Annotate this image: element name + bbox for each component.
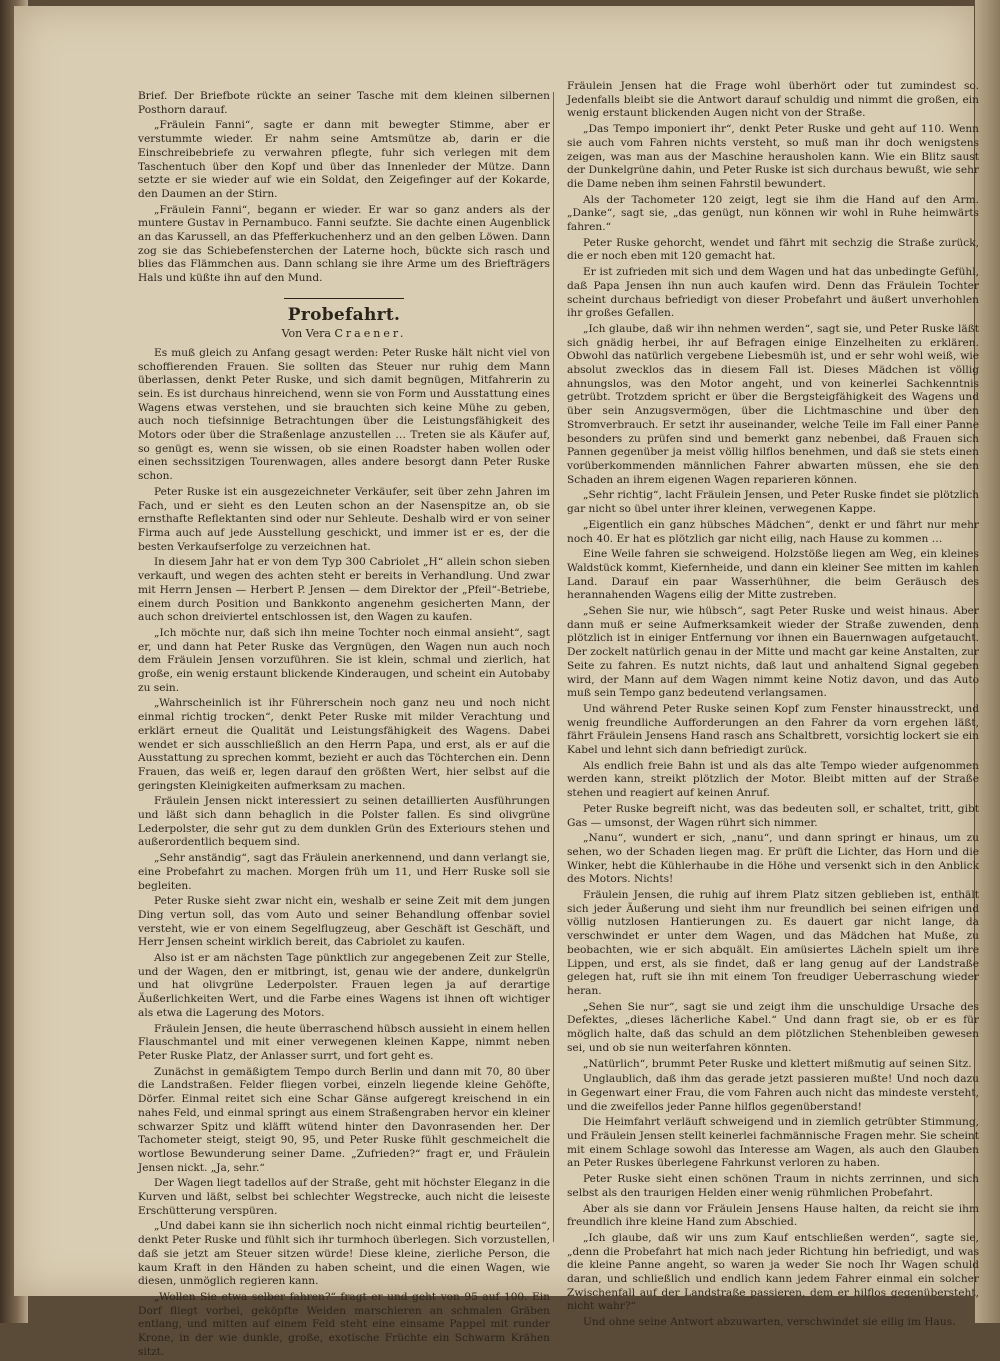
story-paragraph: „Ich möchte nur, daß sich ihn meine Tochter noch einmal ansieht“, sagt er, und dann hat Peter Ruske das Vergnügen, den Wagen nun auch noch dem Fräulein Jensen vorzuführen. Sie ist klein, schmal und zierlich, hat große, ein wenig erstaunt blickende Kinderaugen, und scheint ein Autobaby zu sein.	[138, 626, 550, 694]
story-paragraph: Es muß gleich zu Anfang gesagt werden: Peter Ruske hält nicht viel von schoffierenden Frauen. Sie sollten das Steuer nur ruhig dem Mann überlassen, denkt Peter Ruske, und sich damit begnügen, Mitfahrerin zu sein. Es ist durchaus hinreichend, wenn sie von Form und Ausstattung eines Wagens etwas verstehen, und sie brauchten sich keine Mühe zu geben, auch noch tiefsinnige Betrachtungen über die Leistungsfähigkeit des Motors oder über die Straßenlage anzustellen … Treten sie als Käufer auf, so genügt es, wenn sie wissen, ob sie einen Roadster haben wollen oder einen sechssitzigen Tourenwagen, alles andere besorgt dann Peter Ruske schon.	[138, 346, 550, 483]
previous-story-ending	[138, 90, 550, 286]
story-paragraph: Also ist er am nächsten Tage pünktlich zur angegebenen Zeit zur Stelle, und der Wagen, den er mitbringt, ist, genau wie der andere, dunkelgrün und hat olivgrüne Lederpolster. Frauen legen ja auf derartige Äußerlichkeiten Wert, und die Farbe eines Wagens ist ihnen oft wichtiger als etwa die Lagerung des Motors.	[138, 952, 550, 1019]
story-paragraph: „Ich glaube, daß wir uns zum Kauf entschließen werden“, sagte sie, „denn die Probefahrt hat mich nach jeder Richtung hin befriedigt, und was die kleine Panne angeht, so waren ja weder Sie noch Ihr Wagen schuld daran, und schließlich und endlich kann jedem Fahrer einmal ein solcher Zwischenfall auf der Landstraße passieren, dem er hilflos gegenübersteht, nicht wahr?“	[567, 1231, 979, 1313]
story-paragraph: „Und dabei kann sie ihn sicherlich noch nicht einmal richtig beurteilen“, denkt Peter Ruske und fühlt sich ihr turmhoch überlegen. Sich vorzustellen, daß sie jetzt am Steuer sitzen würde! Diese kleine, zierliche Person, die kaum Kraft in den Händen zu haben scheint, und die einen Wagen, wie diesen, unmöglich regieren kann.	[138, 1220, 550, 1288]
story-paragraph: Fräulein Jensen nickt interessiert zu seinen detaillierten Ausführungen und läßt sich dann behaglich in die Polster fallen. Es sind olivgrüne Lederpolster, die sehr gut zu dem dunklen Grün des Exteriours stehen und außerordentlich bequem sind.	[138, 795, 550, 849]
story-paragraph: Peter Ruske sieht einen schönen Traum in nichts zerrinnen, und sich selbst als den traurigen Helden einer wenig rühmlichen Probefahrt.	[567, 1173, 979, 1199]
story-paragraph: „Sehen Sie nur, wie hübsch“, sagt Peter Ruske und weist hinaus. Aber dann muß er seine Aufmerksamkeit wieder der Straße zuwenden, denn plötzlich ist in einiger Entfernung vor ihnen ein Bauernwagen aufgetaucht. Der zockelt natürlich genau in der Mitte und macht gar keine Anstalten, zur Seite zu fahren. Es nutzt nichts, daß laut und anhaltend Signal gegeben wird, der Mann auf dem Wagen nimmt keine Notiz davon, und das Auto muß sein Tempo ganz bedeutend verlangsamen.	[567, 605, 979, 700]
story-paragraph: Aber als sie dann vor Fräulein Jensens Hause halten, da reicht sie ihm freundlich ihre kleine Hand zum Abschied.	[567, 1202, 979, 1229]
story-paragraph: Der Wagen liegt tadellos auf der Straße, geht mit höchster Eleganz in die Kurven und läßt, selbst bei schlechter Wegstrecke, auch nicht die leiseste Erschütterung verspüren.	[138, 1177, 550, 1217]
author-line	[138, 327, 550, 341]
story-title: Probefahrt.	[287, 304, 401, 325]
intro-paragraph: Brief. Der Briefbote rückte an seiner Tasche mit dem kleinen silbernen Posthorn darauf.	[138, 90, 550, 116]
story-paragraph: Und ohne seine Antwort abzuwarten, verschwindet sie eilig im Haus.	[583, 1316, 956, 1329]
story-paragraph: Eine Weile fahren sie schweigend. Holzstöße liegen am Weg, ein kleines Waldstück kommt, Kiefernheide, und dann ein kleiner See mitten im kahlen Land. Darauf ein paar Wasserhühner, die beim Geräusch des herannahenden Wagens eilig der Mitte zustreben.	[567, 548, 979, 602]
story-paragraph: „Sehen Sie nur“, sagt sie und zeigt ihm die unschuldige Ursache des Defektes, „dieses lächerliche Kabel.“ Und dann fragt sie, ob er es für möglich halte, daß das schuld an dem plötzlichen Stehenbleiben gewesen sei, und ob sie nun weiterfahren könnten.	[567, 1000, 979, 1054]
story-paragraph: Die Heimfahrt verläuft schweigend und in ziemlich getrübter Stimmung, und Fräulein Jensen stellt keinerlei fachmännische Fragen mehr. Sie scheint mit einem Schlage sowohl das Interesse am Wagen, als auch den Glauben an Peter Ruskes überlegene Fahrkunst verloren zu haben.	[567, 1116, 980, 1170]
story-paragraph: Als der Tachometer 120 zeigt, legt sie ihm die Hand auf den Arm. „Danke“, sagt sie, „das genügt, nun können wir wohl in Ruhe heimwärts fahren.“	[567, 193, 979, 234]
story-paragraph: Fräulein Jensen hat die Frage wohl überhört oder tut zumindest so. Jedenfalls bleibt sie die Antwort darauf schuldig und nimmt die großen, ein wenig erstaunt blickenden Augen nicht von der Straße.	[567, 80, 979, 120]
right-column	[567, 80, 979, 1332]
story-paragraph: Fräulein Jensen, die heute überraschend hübsch aussieht in einem hellen Flauschmantel und mit einer verwegenen kleinen Kappe, nimmt neben Peter Ruske Platz, der Anlasser surrt, und fort geht es.	[138, 1022, 550, 1062]
author-name: Craener.	[334, 326, 407, 340]
story-paragraph: „Nanu“, wundert er sich, „nanu“, und dann springt er hinaus, um zu sehen, wo der Schaden liegen mag. Er prüft die Lichter, das Horn und die Winker, hebt die Kühlerhaube in die Höhe und versenkt sich in den Anblick des Motors. Nichts!	[567, 832, 979, 886]
story-paragraph: Als endlich freie Bahn ist und als das alte Tempo wieder aufgenommen werden kann, streikt plötzlich der Motor. Bleibt mitten auf der Straße stehen und reagiert auf keinen Anruf.	[567, 759, 979, 800]
story-paragraph: Fräulein Jensen, die ruhig auf ihrem Platz sitzen geblieben ist, enthält sich jeder Äußerung und sieht ihm nur freundlich bei seinen eifrigen und völlig nutzlosen Hantierungen zu. Es dauert gar nicht lange, da verschwindet er unter dem Wagen, und das Mädchen hat Muße, zu beobachten, wie er sich abquält. Ein amüsiertes Lächeln spielt um ihre Lippen, und erst, als sie findet, daß er lang genug auf der Landstraße gelegen hat, ruft sie ihn mit einem Ton freudiger Ueberraschung wieder heran.	[567, 889, 979, 997]
story-paragraph: Zunächst in gemäßigtem Tempo durch Berlin und dann mit 70, 80 über die Landstraßen. Felder fliegen vorbei, einzeln liegende kleine Gehöfte, Dörfer. Einmal reitet sich eine Schar Gänse aufgeregt kreischend in ein nahes Feld, und einmal springt aus einem Straßengraben hervor ein kleiner schwarzer Spitz und kläfft wütend hinter den Davonrasenden her. Der Tachometer steigt, steigt 90, 95, und Peter Ruske fühlt geschmeichelt die wortlose Bewunderung seiner Dame. „Zufrieden?“ fragt er, und Fräulein Jensen nickt. „Ja, sehr.“	[138, 1065, 550, 1174]
story-paragraph: „Sehr anständig“, sagt das Fräulein anerkennend, und dann verlangt sie, eine Probefahrt zu machen. Morgen früh um 11, und Herr Ruske soll sie begleiten.	[138, 852, 550, 892]
left-column	[138, 90, 550, 1361]
story-paragraph: Peter Ruske sieht zwar nicht ein, weshalb er seine Zeit mit dem jungen Ding vertun soll, das vom Auto und seiner Behandlung offenbar soviel versteht, wie er von einem Segelflugzeug, aber Geschäft ist Geschäft, und Herr Jensen scheint wirklich bereit, das Cabriolet zu kaufen.	[138, 895, 550, 949]
intro-paragraph: „Fräulein Fanni“, begann er wieder. Er war so ganz anders als der muntere Gustav in Pernambuco. Fanni seufzte. Sie dachte einen Augenblick an das Karussell, an das Pfefferkuchenherz und an den gelben Löwen. Dann zog sie das Schiebefensterchen der Laterne hoch, bückte sich rasch und blies das Flämmchen aus. Dann schlang sie ihre Arme um des Briefträgers Hals und küßte ihn auf den Mund.	[138, 203, 550, 285]
story-divider	[284, 298, 404, 299]
story-paragraph: Peter Ruske gehorcht, wendet und fährt mit sechzig die Straße zurück, die er noch eben mit 120 gemacht hat.	[567, 236, 979, 263]
story-paragraph: Peter Ruske begreift nicht, was das bedeuten soll, er schaltet, tritt, gibt Gas — umsonst, der Wagen rührt sich nimmer.	[567, 802, 979, 829]
story-paragraph: Und während Peter Ruske seinen Kopf zum Fenster hinausstreckt, und wenig freundliche Aufforderungen an den Fahrer da vorn ergehen läßt, fährt Fräulein Jensens Hand rasch ans Schaltbrett, vorsichtig lockert sie ein Kabel und lehnt sich dann befriedigt zurück.	[567, 702, 979, 757]
story-paragraph: „Sehr richtig“, lacht Fräulein Jensen, und Peter Ruske findet sie plötzlich gar nicht so übel unter ihrer kleinen, verwegenen Kappe.	[567, 489, 979, 516]
story-paragraph: „Wollen Sie etwa selber fahren?“ fragt er und geht von 95 auf 100. Ein Dorf fliegt vorbei, geköpfte Weiden marschieren an schmalen Gräben entlang, und mitten auf einem Feld steht eine einsame Pappel mit runder Krone, in der wie dunkle, große, exotische Früchte ein Schwarm Krähen sitzt.	[138, 1290, 550, 1358]
story-body-left	[138, 347, 550, 1360]
story-paragraph: In diesem Jahr hat er von dem Typ 300 Cabriolet „H“ allein schon sieben verkauft, und wegen des achten steht er bereits in Verhandlung. Und zwar mit Herrn Jensen — Herbert P. Jensen — dem Direktor der „Pfeil“-Betriebe, einem durch Position und Bankkonto angenehm gesicherten Mann, der auch schon dreiviertel entschlossen ist, den Wagen zu kaufen.	[138, 556, 550, 624]
story-paragraph: „Das Tempo imponiert ihr“, denkt Peter Ruske und geht auf 110. Wenn sie auch vom Fahren nichts versteht, so muß man ihr doch wenigstens zeigen, was man aus der Maschine herausholen kann. Wie ein Blitz saust der Dunkelgrüne dahin, und Peter Ruske ist sich durchaus bewußt, wie sehr die Dame neben ihm seinen Fahrstil bewundert.	[567, 123, 979, 190]
author-prefix: Von Vera	[281, 326, 331, 340]
story-paragraph: „Ich glaube, daß wir ihn nehmen werden“, sagt sie, und Peter Ruske läßt sich gnädig herbei, ihr auf Befragen einige Einzelheiten zu erklären. Obwohl das natürlich vergebene Liebesmüh ist, und er sehr wohl weiß, wie absolut zwecklos das in diesem Fall ist. Dieses Mädchen ist völlig ahnungslos, was den Motor angeht, und von keinerlei Sachkenntnis getrübt. Trotzdem spricht er über die Bergsteigfähigkeit des Wagens und über sein Anzugsvermögen, über die Lichtmaschine und über den Stromverbrauch. Er setzt ihr auseinander, welche Teile im Fall einer Panne besonders zu prüfen sind und bemerkt ganz nebenbei, daß Frauen sich Pannen gegenüber ja meist völlig hilflos benehmen, und daß sie stets einen vorüberkommenden männlichen Fahrer abwarten müssen, ehe sie den Schaden an ihrem eigenen Wagen reparieren können.	[567, 322, 979, 486]
story-paragraph: Peter Ruske ist ein ausgezeichneter Verkäufer, seit über zehn Jahren im Fach, und er sieht es den Leuten schon an der Nasenspitze an, ob sie ernsthafte Reflektanten sind oder nur Sehleute. Deshalb wird er von seiner Firma auch auf jede Ausstellung geschickt, und immer ist er es, der die besten Verkaufserfolge zu verzeichnen hat.	[138, 485, 550, 553]
intro-paragraph: „Fräulein Fanni“, sagte er dann mit bewegter Stimme, aber er verstummte wieder. Er nahm seine Amtsmütze ab, darin er die Einschreibebriefe zu verwahren pflegte, fuhr sich verlegen mit dem Taschentuch über den Kopf und über das Innenleder der Mütze. Dann setzte er sie wieder auf wie ein Soldat, den Zeigefinger auf der Kokarde, den Daumen an der Stirn.	[138, 119, 550, 200]
story-paragraph: Er ist zufrieden mit sich und dem Wagen und hat das unbedingte Gefühl, daß Papa Jensen ihn nun auch kaufen wird. Denn das Fräulein Tochter scheint durchaus befriedigt von dieser Probefahrt und äußert unverhohlen ihr großes Gefallen.	[567, 266, 979, 320]
story-paragraph: „Wahrscheinlich ist ihr Führerschein noch ganz neu und noch nicht einmal richtig trocken“, denkt Peter Ruske mit milder Verachtung und erklärt erneut die Qualität und Leistungsfähigkeit des Wagens. Dabei wendet er sich ausschließlich an den Herrn Papa, und erst, als er auf die Ausstattung zu sprechen kommt, bezieht er auch das Töchterchen ein. Denn Frauen, das weiß er, legen darauf den größten Wert, hier selbst auf die geringsten Kleinigkeiten aufmerksam zu machen.	[138, 697, 550, 792]
story-paragraph: Unglaublich, daß ihm das gerade jetzt passieren mußte! Und noch dazu in Gegenwart einer Frau, die vom Fahren auch nicht das mindeste versteht, und die zweifellos jeder Panne hilflos gegenüberstand!	[567, 1073, 979, 1113]
column-rule	[553, 92, 554, 1242]
story-paragraph: „Eigentlich ein ganz hübsches Mädchen“, denkt er und fährt nur mehr noch 40. Er hat es plötzlich gar nicht eilig, nach Hause zu kommen …	[567, 518, 979, 545]
story-paragraph: „Natürlich“, brummt Peter Ruske und klettert mißmutig auf seinen Sitz.	[583, 1057, 972, 1070]
